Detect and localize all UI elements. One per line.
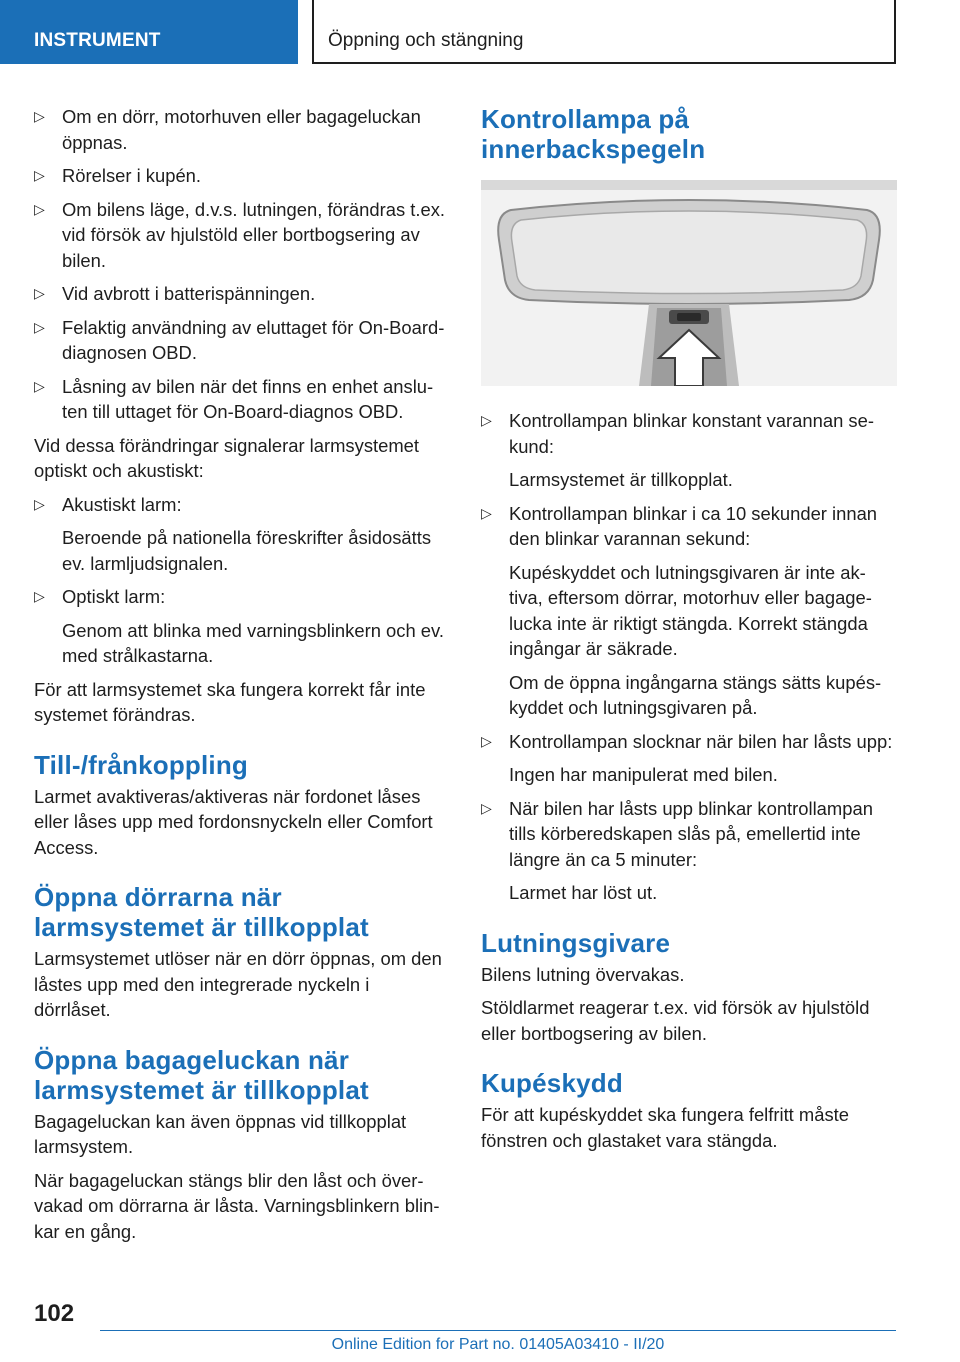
list-item: ▷ Om en dörr, motorhuven eller bagageluckan öppnas. (34, 106, 421, 153)
paragraph: Larmsystemet utlöser när en dörr öppnas, om den låstes upp med den integrerade nyckeln i dörrlåset. (34, 948, 442, 1020)
section-heading: Till-/frånkoppling (34, 749, 248, 780)
bullet-arrow-icon: ▷ (34, 318, 45, 335)
left-column (34, 104, 450, 1252)
list-item: ▷ Låsning av bilen när det finns en enhet anslu‐ten till uttaget för On-Board-diagnos OBD. (34, 375, 434, 422)
paragraph: Stöldlarmet reagerar t.ex. vid försök av hjulstöld eller bortbogsering av bilen. (481, 997, 870, 1044)
list-item: ▷ Rörelser i kupén. (34, 163, 450, 189)
list-item-detail: Kupéskyddet och lutningsgivaren är inte ak‐tiva, eftersom dörrar, motorhuv eller bagage‐lucka inte är riktigt stängda. Korrekt stängda ingångar är säkrade. (509, 561, 872, 659)
bullet-arrow-icon: ▷ (34, 108, 45, 124)
bullet-arrow-icon: ▷ (481, 732, 492, 749)
paragraph: Vid dessa förändringar signalerar larmsystemet optiskt och akustiskt: (34, 434, 420, 481)
bullet-arrow-icon: ▷ (34, 167, 45, 183)
list-item: ▷ Om bilens läge, d.v.s. lutningen, förändras t.ex. vid försök av hjulstöld eller bortbogsering av bilen. (34, 198, 445, 271)
header-chapter-label: Öppning och stängning (328, 30, 524, 51)
list-item-detail: Om de öppna ingångarna stängs sätts kupés‐kyddet och lutningsgivaren på. (509, 671, 882, 718)
bullet-arrow-icon: ▷ (481, 412, 492, 428)
list-item: ▷ Akustiskt larm: (34, 492, 450, 518)
section-heading: Öppna dörrarna när larmsystemet är tillkopplat (34, 882, 369, 942)
list-item-detail: Genom att blinka med varningsblinkern och ev. med strålkastarna. (62, 619, 444, 666)
list-item: ▷ När bilen har låsts upp blinkar kontrollampan tills körberedskapen slås på, emellertid inte längre än ca 5 minuter: (481, 797, 873, 870)
list-item: ▷ Vid avbrott i batterispänningen. (34, 281, 450, 307)
section-heading: Kupéskydd (481, 1068, 623, 1098)
section-heading: Kontrollampa på innerbackspegeln (481, 104, 706, 164)
bullet-arrow-icon: ▷ (34, 200, 45, 217)
header-section-tab (0, 0, 298, 64)
header-section-label: INSTRUMENT (34, 30, 161, 51)
list-item-detail: Beroende på nationella föreskrifter åsidosätts ev. larmljudsignalen. (62, 527, 432, 574)
bullet-arrow-icon: ▷ (34, 495, 45, 512)
paragraph: Bagageluckan kan även öppnas vid tillkopplat larmsystem. (34, 1110, 407, 1157)
section-heading: Lutningsgivare (481, 927, 671, 958)
bullet-arrow-icon: ▷ (34, 285, 45, 301)
bullet-arrow-icon: ▷ (481, 504, 492, 521)
list-item: ▷ Kontrollampan slocknar när bilen har låsts upp: (481, 729, 897, 755)
paragraph: När bagageluckan stängs blir den låst och över‐vakad om dörrarna är låsta. Varningsblinkern blin‐kar en gång. (34, 1169, 440, 1242)
footer-divider (100, 1330, 896, 1331)
bullet-arrow-icon: ▷ (481, 799, 492, 816)
list-item-detail: Ingen har manipulerat med bilen. (509, 764, 778, 785)
page-number: 102 (34, 1300, 75, 1327)
list-item: ▷ Kontrollampan blinkar konstant varannan se‐kund: (481, 410, 874, 457)
rearview-mirror-illustration (481, 180, 897, 386)
mirror-drawing (481, 180, 897, 386)
list-item: ▷ Kontrollampan blinkar i ca 10 sekunder innan den blinkar varannan sekund: (481, 502, 878, 549)
list-item: ▷ Felaktig användning av eluttaget för On-Board-diagnosen OBD. (34, 316, 445, 363)
list-item: ▷ Optiskt larm: (34, 584, 450, 610)
right-column (481, 104, 897, 1161)
paragraph: För att larmsystemet ska fungera korrekt får inte systemet förändras. (34, 678, 426, 725)
list-item-detail: Larmet har löst ut. (509, 882, 658, 903)
list-item-detail: Larmsystemet är tillkopplat. (509, 469, 733, 490)
paragraph: Larmet avaktiveras/aktiveras när fordonet låses eller låses upp med fordonsnyckeln eller Comfort Access. (34, 785, 433, 858)
bullet-arrow-icon: ▷ (34, 588, 45, 604)
header-chapter-tab (312, 0, 896, 64)
bullet-arrow-icon: ▷ (34, 377, 45, 394)
paragraph: För att kupéskyddet ska fungera felfritt måste fönstren och glastaket vara stängda. (481, 1104, 849, 1151)
paragraph: Bilens lutning övervakas. (481, 963, 685, 985)
footer-edition: Online Edition for Part no. 01405A03410 - II/20 (331, 1336, 665, 1353)
section-heading: Öppna bagageluckan när larmsystemet är tillkopplat (34, 1044, 369, 1105)
